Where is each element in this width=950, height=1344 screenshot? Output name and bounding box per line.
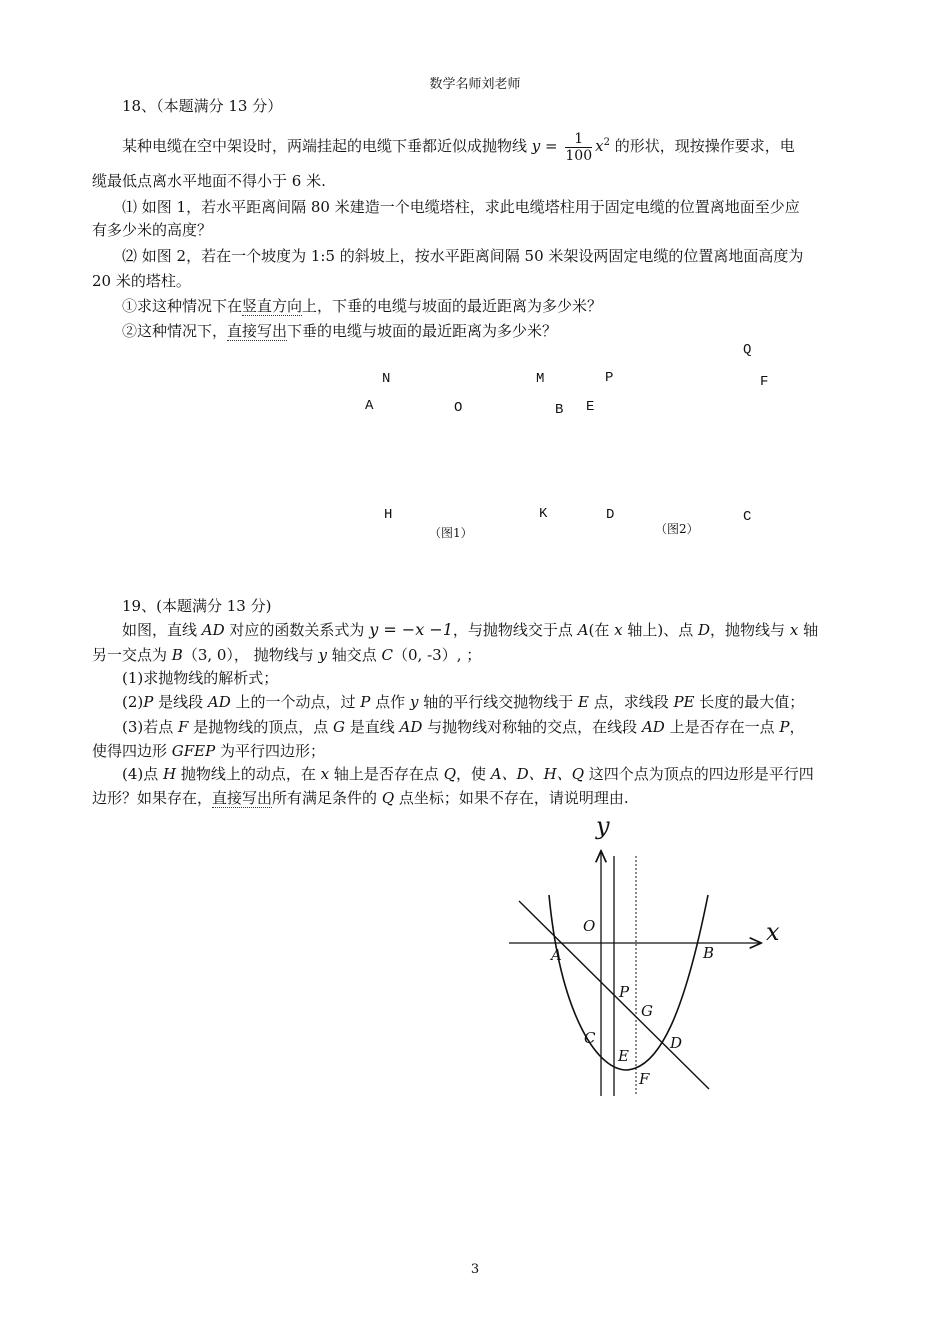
q18-title: 18、（本题满分 13 分） xyxy=(122,97,283,115)
q18-sub2-a: ②这种情况下， xyxy=(122,322,228,340)
page-header: 数学名师刘老师 xyxy=(429,77,521,92)
q19-l2-d: （0, -3）, ； xyxy=(393,646,482,664)
q19-l1-ad: AD xyxy=(201,621,225,639)
fig18-label-n: N xyxy=(382,371,391,387)
fig19-label-d: D xyxy=(670,1034,683,1052)
q18-sub1-underlined: 竖直方向 xyxy=(242,297,303,315)
q19-l1-d: (在 xyxy=(588,621,615,639)
q18-eq-y: y xyxy=(531,137,541,155)
q19-p4-b: 抛物线上的动点，在 xyxy=(176,765,321,783)
q18-part2-line1: ⑵ 如图 2，若在一个坡度为 1:5 的斜坡上，按水平距离间隔 50 米架设两固定电缆的位置离地面高度为 xyxy=(122,247,804,265)
q18-intro-b: 的形状，现按操作要求，电 xyxy=(614,137,795,155)
q18-intro-a: 某种电缆在空中架设时，两端挂起的电缆下垂都近似成抛物线 xyxy=(122,137,528,155)
q19-p3-e: 上是否存在一点 xyxy=(664,718,780,736)
q19-l1-b: 对应的函数关系式为 xyxy=(224,621,370,639)
q19-p2-E: E xyxy=(577,693,589,711)
q19-l1-a: 如图，直线 xyxy=(122,621,202,639)
q18-intro-line2: 缆最低点离水平地面不得小于 6 米. xyxy=(92,172,326,190)
q19-l2-c: 轴交点 xyxy=(326,646,382,664)
q19-l1-x2: x xyxy=(789,621,799,639)
fig18-label-b: B xyxy=(555,402,564,418)
q19-p3-b: 是抛物线的顶点，点 xyxy=(188,718,333,736)
q18-eq-equals: = xyxy=(540,137,563,155)
q19-p3-GFEP: GFEP xyxy=(171,742,216,760)
q18-eq-power: 2 xyxy=(603,137,610,148)
fig18-label-h: H xyxy=(384,507,393,523)
fig18-label-q: Q xyxy=(743,342,752,358)
q19-p4-d: ，使 xyxy=(456,765,491,783)
q19-p2-P: P xyxy=(143,693,154,711)
fig18-label-a: A xyxy=(365,398,374,414)
q19-l2-b: （3, 0）， 抛物线与 xyxy=(182,646,319,664)
q19-p3-c: 是直线 xyxy=(344,718,400,736)
q18-sub2-underlined: 直接写出 xyxy=(227,322,288,340)
q19-p3-G: G xyxy=(333,718,345,736)
q19-l1-g: 轴 xyxy=(798,621,819,639)
page-number: 3 xyxy=(470,1262,480,1277)
q19-p4-underlined: 直接写出 xyxy=(212,789,273,807)
q19-l1-pointA: A xyxy=(577,621,589,639)
q19-p4-x: x xyxy=(320,765,330,783)
fig19-label-p: P xyxy=(619,983,630,1001)
fig18-label-m: M xyxy=(536,371,545,387)
fig19-label-e: E xyxy=(618,1047,629,1065)
q18-eq-x: x xyxy=(595,137,604,155)
q19-l2-a: 另一交点为 xyxy=(92,646,172,664)
q19-p4-l2a: 边形？如果存在， xyxy=(92,789,213,807)
q19-p3-d: 与抛物线对称轴的交点，在线段 xyxy=(422,718,642,736)
fig18-label-e: E xyxy=(586,399,595,415)
axis-label-x: x xyxy=(766,918,780,946)
fig19-label-o: O xyxy=(583,917,596,935)
q19-p4-H: H xyxy=(163,765,177,783)
q19-l2-pointB: B xyxy=(171,646,183,664)
q19-p4-l2b: 所有满足条件的 xyxy=(272,789,382,807)
q18-eq-denominator: 100 xyxy=(565,147,593,164)
q18-eq-numerator: 1 xyxy=(565,131,592,148)
q18-sub2-b: 下垂的电缆与坡面的最近距离为多少米？ xyxy=(287,322,558,340)
q19-p2-e: 轴的平行线交抛物线于 xyxy=(418,693,578,711)
q19-l2-pointC: C xyxy=(381,646,393,664)
q19-p3-l2a: 使得四边形 xyxy=(92,742,172,760)
q19-l1-c: ，与抛物线交于点 xyxy=(452,621,578,639)
q19-p2-P2: P xyxy=(360,693,371,711)
q19-p3-l2b: 为平行四边形； xyxy=(215,742,325,760)
q19-title: 19、(本题满分 13 分) xyxy=(122,597,272,615)
q19-p2-d: 点作 xyxy=(370,693,410,711)
q19-p4-c: 轴上是否存在点 xyxy=(329,765,444,783)
q18-part1-line2: 有多少米的高度？ xyxy=(92,221,213,239)
fig18-label-c: C xyxy=(743,509,752,525)
q18-part1-line1: ⑴ 如图 1，若水平距离间隔 80 米建造一个电缆塔柱，求此电缆塔柱用于固定电缆的位置离地面至少应 xyxy=(122,198,800,216)
q19-p4-l2c: 点坐标；如果不存在，请说明理由. xyxy=(394,789,629,807)
q19-p4-a: (4)点 xyxy=(122,765,164,783)
fig19-label-b: B xyxy=(703,944,715,962)
fig19-label-a: A xyxy=(551,946,562,964)
q19-p2-y: y xyxy=(409,693,419,711)
fig18-label-d: D xyxy=(606,507,615,523)
q19-l1-equation: y = −x −1 xyxy=(369,620,453,639)
fig18-label-f: F xyxy=(760,374,769,390)
q19-p4-e: 这四个点为顶点的四边形是平行四 xyxy=(584,765,814,783)
q19-p4-l2Q: Q xyxy=(381,789,395,807)
axis-label-y: y xyxy=(596,812,610,840)
q19-p2-a: (2) xyxy=(122,693,144,711)
fig18-label-o: O xyxy=(454,400,463,416)
q19-l1-f: ，抛物线与 xyxy=(710,621,790,639)
fig18-label-k: K xyxy=(539,506,548,522)
fig19-label-c: C xyxy=(584,1029,596,1047)
q19-p2-AD: AD xyxy=(207,693,231,711)
q19-l1-x: x xyxy=(614,621,623,639)
fig18-caption-2: （图2） xyxy=(655,522,699,536)
fig18-caption-1: （图1） xyxy=(429,526,473,540)
q19-p2-f: 点，求线段 xyxy=(588,693,674,711)
q19-p3-P: P xyxy=(779,718,790,736)
q19-p2-c: 上的一个动点，过 xyxy=(230,693,361,711)
q19-l1-e: 轴上)、点 xyxy=(622,621,699,639)
q19-p2-g: 长度的最大值； xyxy=(694,693,805,711)
q19-l2-y: y xyxy=(318,646,327,664)
q19-p3-AD: AD xyxy=(399,718,423,736)
q19-p3-a: (3)若点 xyxy=(122,718,179,736)
q18-part2-line2: 20 米的塔柱。 xyxy=(92,272,191,290)
q19-p3-f: ， xyxy=(789,718,805,736)
q19-p4-Q: Q xyxy=(443,765,456,783)
q19-p2-PE: PE xyxy=(673,693,695,711)
fig19-label-f: F xyxy=(639,1070,650,1088)
q19-l1-pointD: D xyxy=(698,621,711,639)
q19-p2-b: 是线段 xyxy=(153,693,208,711)
q19-p3-F: F xyxy=(178,718,189,736)
q19-p4-points: A、D、H、Q xyxy=(490,765,585,783)
q18-sub1-b: 上，下垂的电缆与坡面的最近距离为多少米？ xyxy=(302,297,603,315)
q19-part1: (1)求抛物线的解析式； xyxy=(122,669,279,687)
fig19-label-g: G xyxy=(641,1002,653,1020)
fig18-label-p: P xyxy=(605,370,614,386)
q19-p3-AD2: AD xyxy=(641,718,665,736)
q18-sub1-a: ①求这种情况下在 xyxy=(122,297,243,315)
